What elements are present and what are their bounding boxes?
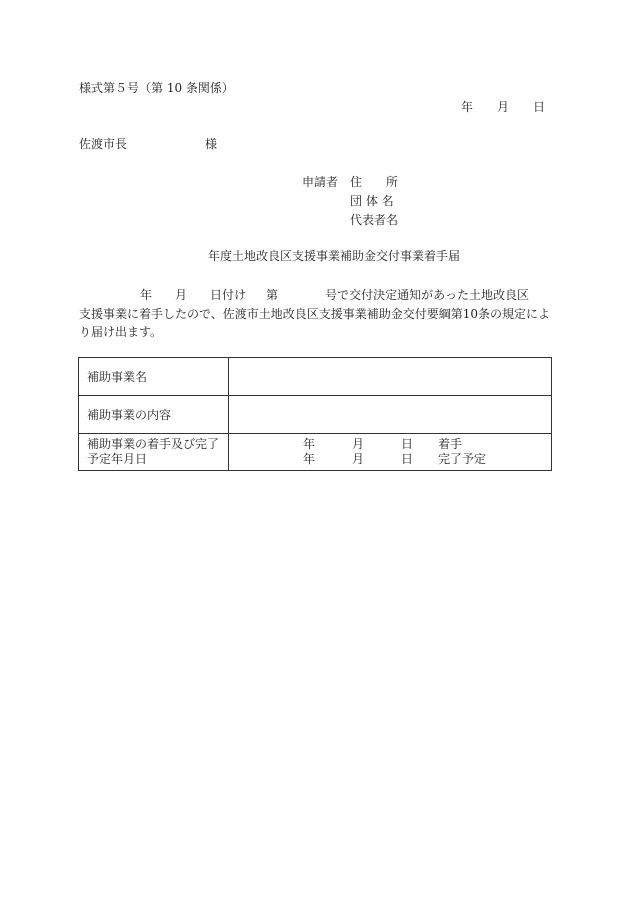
schedule-label-line1: 補助事業の着手及び完了 xyxy=(87,437,220,451)
ref-year-label: 年 xyxy=(140,288,153,302)
schedule-label xyxy=(79,434,229,471)
applicant-label: 申請者 xyxy=(302,175,339,189)
applicant-group-name-label: 団 体 名 xyxy=(350,194,394,208)
ref-day-label: 日付け xyxy=(210,288,247,302)
start-month-label: 月 xyxy=(352,437,365,451)
document-title: 年度土地改良区支援事業補助金交付事業着手届 xyxy=(208,249,461,263)
decision-reference-line xyxy=(79,286,553,305)
end-year-label: 年 xyxy=(303,452,316,466)
date-month-label: 月 xyxy=(497,100,510,114)
schedule-label-line2: 予定年月日 xyxy=(87,452,148,466)
form-number: 様式第５号（第 10 条関係） xyxy=(79,81,234,95)
addressee-name: 佐渡市長 xyxy=(79,137,128,151)
schedule-dates xyxy=(237,437,551,467)
body-continuation: 支援事業に着手したので、佐渡市土地改良区支援事業補助金交付要綱第10条の規定により届け出ます。 xyxy=(79,306,551,339)
end-day-label: 日 xyxy=(401,452,414,466)
ref-month-label: 月 xyxy=(175,288,188,302)
ref-number-suffix: 号で交付決定通知があった土地改良区 xyxy=(325,288,529,302)
project-name-label: 補助事業名 xyxy=(79,358,229,396)
submission-date xyxy=(461,101,545,113)
ref-number-prefix: 第 xyxy=(266,288,279,302)
applicant-representative-label: 代表者名 xyxy=(350,213,399,227)
notification-body xyxy=(79,286,553,342)
addressee xyxy=(79,138,217,150)
start-type-label: 着手 xyxy=(438,437,463,451)
project-info-table xyxy=(78,357,552,471)
end-type-label: 完了予定 xyxy=(438,452,487,466)
table-row xyxy=(79,434,552,471)
addressee-honorific: 様 xyxy=(205,137,218,151)
project-content-label: 補助事業の内容 xyxy=(79,396,229,434)
applicant-address-label: 住 所 xyxy=(350,175,399,189)
schedule-value xyxy=(229,434,552,471)
date-day-label: 日 xyxy=(533,100,546,114)
date-year-label: 年 xyxy=(461,100,474,114)
start-day-label: 日 xyxy=(401,437,414,451)
end-month-label: 月 xyxy=(352,452,365,466)
project-name-value xyxy=(229,358,552,396)
table-row xyxy=(79,358,552,396)
start-year-label: 年 xyxy=(303,437,316,451)
table-row xyxy=(79,396,552,434)
project-content-value xyxy=(229,396,552,434)
